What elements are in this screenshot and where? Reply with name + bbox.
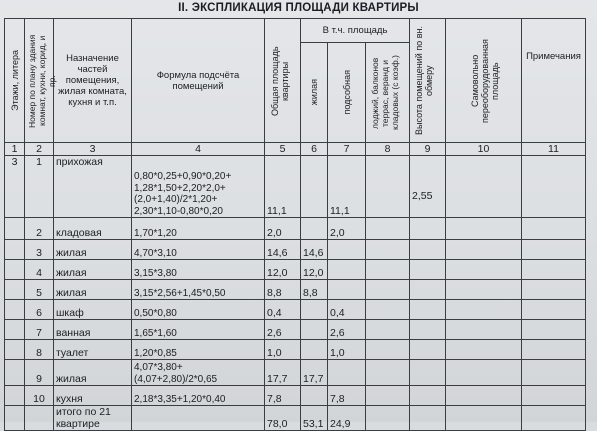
total-area-cell: 11,1 bbox=[265, 156, 301, 218]
note-cell bbox=[522, 406, 586, 431]
formula-cell: 1,70*1,20 bbox=[132, 218, 265, 240]
formula-cell: 1,20*0,85 bbox=[132, 340, 265, 360]
table-row bbox=[5, 340, 586, 360]
formula-cell: 4,07*3,80+ (4,07+2,80)/2*0,65 bbox=[132, 360, 265, 386]
loggia-area-cell bbox=[366, 320, 410, 340]
room-number-cell: 2 bbox=[25, 218, 54, 240]
height-cell bbox=[410, 300, 446, 320]
column-number: 11 bbox=[522, 143, 586, 156]
purpose-cell: шкаф bbox=[54, 300, 132, 320]
room-number-cell: 6 bbox=[25, 300, 54, 320]
formula-cell: 0,80*0,25+0,90*0,20+ 1,28*1,50+2,20*2,0+ (2,0+1,40)/2*1,20+ 2,30*1,10-0,80*0,20 bbox=[132, 156, 265, 218]
self-built-cell bbox=[446, 300, 522, 320]
purpose-cell: кухня bbox=[54, 386, 132, 406]
header-purpose: Назначение частей помещения, жилая комната, кухня и т.п. bbox=[54, 19, 132, 143]
header-formula: Формула подсчёта помещений bbox=[132, 19, 265, 143]
total-area-cell: 17,7 bbox=[265, 360, 301, 386]
floor-cell bbox=[5, 240, 25, 260]
purpose-cell: кладовая bbox=[54, 218, 132, 240]
formula-cell: 3,15*3,80 bbox=[132, 260, 265, 280]
floor-cell bbox=[5, 260, 25, 280]
column-number: 8 bbox=[366, 143, 410, 156]
column-number-row bbox=[5, 143, 586, 156]
height-cell: 2,55 bbox=[410, 156, 446, 218]
note-cell bbox=[522, 320, 586, 340]
column-number: 9 bbox=[410, 143, 446, 156]
total-area-cell: 0,4 bbox=[265, 300, 301, 320]
aux-area-cell: 2,0 bbox=[328, 218, 366, 240]
formula-cell: 4,70*3,10 bbox=[132, 240, 265, 260]
header-loggia: лоджий, балконов террас, веранд и кладовых (с коэф.) bbox=[366, 43, 410, 143]
height-cell bbox=[410, 340, 446, 360]
formula-cell bbox=[132, 406, 265, 431]
loggia-area-cell bbox=[366, 386, 410, 406]
formula-cell: 1,65*1,60 bbox=[132, 320, 265, 340]
self-built-cell bbox=[446, 260, 522, 280]
living-area-cell bbox=[301, 218, 328, 240]
purpose-cell: жилая bbox=[54, 240, 132, 260]
note-cell bbox=[522, 386, 586, 406]
purpose-cell: жилая bbox=[54, 280, 132, 300]
room-number-cell: 5 bbox=[25, 280, 54, 300]
header-self-built: Самовольно переоборудованная площадь bbox=[446, 19, 522, 143]
living-area-cell: 14,6 bbox=[301, 240, 328, 260]
floor-cell bbox=[5, 340, 25, 360]
total-area-cell: 2,0 bbox=[265, 218, 301, 240]
note-cell bbox=[522, 156, 586, 218]
floor-cell bbox=[5, 218, 25, 240]
room-number-cell: 9 bbox=[25, 360, 54, 386]
floor-cell bbox=[5, 300, 25, 320]
column-number: 4 bbox=[132, 143, 265, 156]
loggia-area-cell bbox=[366, 280, 410, 300]
height-cell bbox=[410, 280, 446, 300]
header-incl-area: В т.ч. площадь bbox=[301, 19, 410, 43]
aux-area-cell: 7,8 bbox=[328, 386, 366, 406]
loggia-area-cell bbox=[366, 406, 410, 431]
total-area-cell: 8,8 bbox=[265, 280, 301, 300]
aux-area-cell bbox=[328, 280, 366, 300]
living-area-cell: 8,8 bbox=[301, 280, 328, 300]
header-height: Высота помещений по вн. обмеру bbox=[410, 19, 446, 143]
room-number-cell: 10 bbox=[25, 386, 54, 406]
note-cell bbox=[522, 240, 586, 260]
room-number-cell: 7 bbox=[25, 320, 54, 340]
column-number: 2 bbox=[25, 143, 54, 156]
height-cell bbox=[410, 260, 446, 280]
purpose-cell: жилая bbox=[54, 260, 132, 280]
living-area-cell bbox=[301, 156, 328, 218]
header-total-area: Общая площадь квартиры bbox=[265, 19, 301, 143]
height-cell bbox=[410, 360, 446, 386]
floor-cell bbox=[5, 406, 25, 431]
height-cell bbox=[410, 240, 446, 260]
explication-table bbox=[4, 18, 586, 431]
living-area-cell bbox=[301, 386, 328, 406]
purpose-cell: туалет bbox=[54, 340, 132, 360]
living-area-cell: 53,1 bbox=[301, 406, 328, 431]
page-title: II. ЭКСПЛИКАЦИЯ ПЛОЩАДИ КВАРТИРЫ bbox=[178, 2, 419, 14]
living-area-cell: 17,7 bbox=[301, 360, 328, 386]
column-number: 7 bbox=[328, 143, 366, 156]
height-cell bbox=[410, 386, 446, 406]
header-living: жилая bbox=[301, 43, 328, 143]
living-area-cell bbox=[301, 340, 328, 360]
formula-cell: 2,18*3,35+1,20*0,40 bbox=[132, 386, 265, 406]
aux-area-cell: 2,6 bbox=[328, 320, 366, 340]
formula-cell: 3,15*2,56+1,45*0,50 bbox=[132, 280, 265, 300]
purpose-cell: жилая bbox=[54, 360, 132, 386]
room-number-cell bbox=[25, 406, 54, 431]
floor-cell bbox=[5, 280, 25, 300]
floor-cell bbox=[5, 360, 25, 386]
table-row bbox=[5, 360, 586, 386]
floor-cell bbox=[5, 320, 25, 340]
column-number: 10 bbox=[446, 143, 522, 156]
loggia-area-cell bbox=[366, 300, 410, 320]
table-row bbox=[5, 156, 586, 218]
total-area-cell: 14,6 bbox=[265, 240, 301, 260]
self-built-cell bbox=[446, 240, 522, 260]
aux-area-cell bbox=[328, 360, 366, 386]
room-number-cell: 3 bbox=[25, 240, 54, 260]
room-number-cell: 1 bbox=[25, 156, 54, 218]
table-row bbox=[5, 406, 586, 431]
self-built-cell bbox=[446, 320, 522, 340]
table-row bbox=[5, 218, 586, 240]
column-number: 5 bbox=[265, 143, 301, 156]
height-cell bbox=[410, 406, 446, 431]
floor-cell bbox=[5, 386, 25, 406]
self-built-cell bbox=[446, 340, 522, 360]
aux-area-cell: 0,4 bbox=[328, 300, 366, 320]
aux-area-cell bbox=[328, 260, 366, 280]
total-area-cell: 78,0 bbox=[265, 406, 301, 431]
living-area-cell bbox=[301, 320, 328, 340]
self-built-cell bbox=[446, 386, 522, 406]
column-number: 6 bbox=[301, 143, 328, 156]
header-aux: подсобная bbox=[328, 43, 366, 143]
table-row bbox=[5, 260, 586, 280]
header-floor: Этажи, литера bbox=[5, 19, 25, 143]
table-row bbox=[5, 320, 586, 340]
loggia-area-cell bbox=[366, 240, 410, 260]
height-cell bbox=[410, 218, 446, 240]
table-row bbox=[5, 300, 586, 320]
table-row bbox=[5, 280, 586, 300]
height-cell bbox=[410, 320, 446, 340]
loggia-area-cell bbox=[366, 260, 410, 280]
purpose-cell: ванная bbox=[54, 320, 132, 340]
floor-cell: 3 bbox=[5, 156, 25, 218]
living-area-cell: 12,0 bbox=[301, 260, 328, 280]
table-row bbox=[5, 386, 586, 406]
note-cell bbox=[522, 300, 586, 320]
note-cell bbox=[522, 260, 586, 280]
self-built-cell bbox=[446, 406, 522, 431]
room-number-cell: 8 bbox=[25, 340, 54, 360]
self-built-cell bbox=[446, 218, 522, 240]
aux-area-cell bbox=[328, 240, 366, 260]
purpose-cell: итого по 21 квартире bbox=[54, 406, 132, 431]
living-area-cell bbox=[301, 300, 328, 320]
header-room-number: Номер по плану здания комнат, кухни, корид, и пр. bbox=[25, 19, 54, 143]
self-built-cell bbox=[446, 280, 522, 300]
total-area-cell: 1,0 bbox=[265, 340, 301, 360]
loggia-area-cell bbox=[366, 360, 410, 386]
note-cell bbox=[522, 280, 586, 300]
column-number: 1 bbox=[5, 143, 25, 156]
loggia-area-cell bbox=[366, 340, 410, 360]
header-note: Примечания bbox=[522, 19, 586, 143]
aux-area-cell: 24,9 bbox=[328, 406, 366, 431]
note-cell bbox=[522, 360, 586, 386]
loggia-area-cell bbox=[366, 156, 410, 218]
room-number-cell: 4 bbox=[25, 260, 54, 280]
note-cell bbox=[522, 340, 586, 360]
table-row bbox=[5, 240, 586, 260]
note-cell bbox=[522, 218, 586, 240]
total-area-cell: 2,6 bbox=[265, 320, 301, 340]
total-area-cell: 7,8 bbox=[265, 386, 301, 406]
self-built-cell bbox=[446, 360, 522, 386]
column-number: 3 bbox=[54, 143, 132, 156]
self-built-cell bbox=[446, 156, 522, 218]
total-area-cell: 12,0 bbox=[265, 260, 301, 280]
aux-area-cell: 1,0 bbox=[328, 340, 366, 360]
loggia-area-cell bbox=[366, 218, 410, 240]
formula-cell: 0,50*0,80 bbox=[132, 300, 265, 320]
aux-area-cell: 11,1 bbox=[328, 156, 366, 218]
purpose-cell: прихожая bbox=[54, 156, 132, 218]
